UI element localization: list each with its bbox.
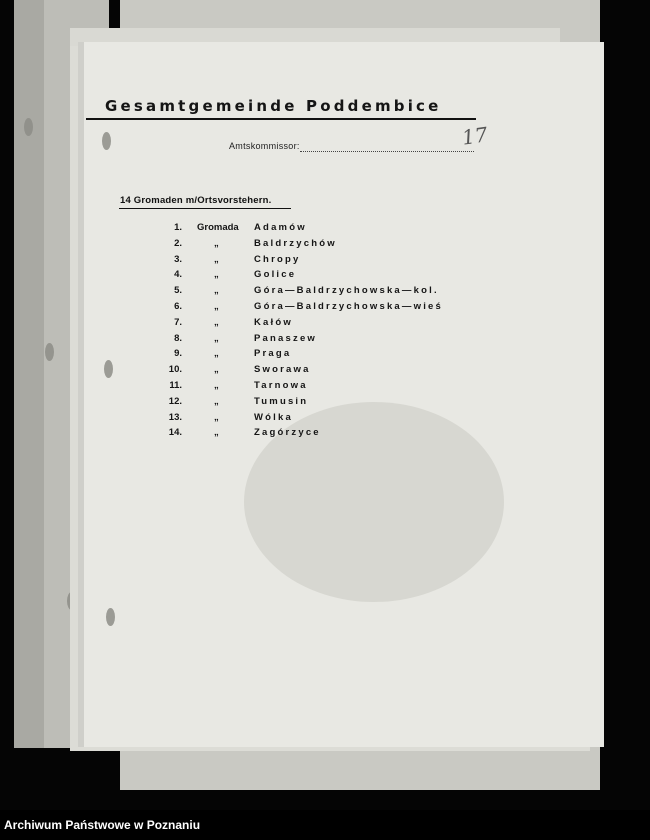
item-number: 12. — [168, 395, 182, 407]
ditto-mark: „ — [214, 300, 219, 312]
list-item — [84, 333, 504, 349]
ditto-mark: „ — [214, 411, 219, 423]
item-number: 2. — [174, 237, 182, 249]
item-number: 7. — [174, 316, 182, 328]
ditto-mark: „ — [214, 348, 219, 360]
item-number: 5. — [174, 285, 182, 297]
item-number: 13. — [168, 411, 182, 423]
item-name: Kałów — [254, 316, 293, 328]
amtskommissor-signature-line — [300, 151, 474, 152]
ditto-mark: „ — [214, 427, 219, 439]
item-number: 1. — [174, 222, 182, 233]
item-number: 3. — [174, 253, 182, 265]
punch-hole — [67, 592, 76, 610]
ditto-mark: „ — [214, 395, 219, 407]
archive-caption-bar — [0, 810, 650, 840]
list-item — [84, 254, 504, 270]
item-name: Góra—Baldrzychowska—kol. — [254, 285, 439, 297]
item-name: Praga — [254, 348, 292, 360]
list-item — [84, 427, 504, 443]
title-underline — [86, 118, 476, 120]
list-item — [84, 285, 504, 301]
item-type: Gromada — [197, 222, 239, 233]
ditto-mark: „ — [214, 237, 219, 249]
item-name: Baldrzychów — [254, 237, 337, 249]
item-name: Golice — [254, 269, 297, 281]
ditto-mark: „ — [214, 379, 219, 391]
item-name: Wólka — [254, 411, 293, 423]
list-item — [84, 412, 504, 428]
item-name: Tumusin — [254, 395, 309, 407]
punch-hole — [45, 343, 54, 361]
punch-hole — [106, 608, 115, 626]
ditto-mark: „ — [214, 285, 219, 297]
item-number: 11. — [169, 379, 182, 391]
item-number: 4. — [174, 269, 182, 281]
section-heading-underline — [119, 208, 291, 209]
list-item — [84, 301, 504, 317]
archive-caption: Archiwum Państwowe w Poznaniu — [4, 818, 201, 832]
list-item — [84, 364, 504, 380]
section-heading: 14 Gromaden m/Ortsvorstehern. — [120, 195, 272, 206]
gromady-list — [84, 222, 504, 443]
item-number: 14. — [168, 427, 182, 439]
item-number: 8. — [174, 332, 182, 344]
ditto-mark: „ — [214, 269, 219, 281]
item-number: 6. — [174, 300, 182, 312]
ditto-mark: „ — [214, 332, 219, 344]
punch-hole — [24, 118, 33, 136]
item-name: Panaszew — [254, 332, 318, 344]
item-name: Chropy — [254, 253, 301, 265]
list-item — [84, 317, 504, 333]
ditto-mark: „ — [214, 316, 219, 328]
item-number: 10. — [168, 364, 182, 376]
document-title: Gesamtgemeinde Poddembice — [105, 97, 442, 115]
amtskommissor-label: Amtskommissor: — [229, 141, 300, 151]
list-item — [84, 396, 504, 412]
item-name: Sworawa — [254, 364, 311, 376]
handwritten-page-number: 17 — [460, 122, 489, 150]
item-name: Tarnowa — [254, 379, 308, 391]
folder-shadow — [14, 0, 44, 748]
item-name: Adamów — [254, 222, 307, 233]
item-number: 9. — [174, 348, 182, 360]
ditto-mark: „ — [214, 253, 219, 265]
list-item — [84, 348, 504, 364]
punch-hole — [102, 132, 111, 150]
item-name: Góra—Baldrzychowska—wieś — [254, 300, 444, 312]
list-item — [84, 380, 504, 396]
ditto-mark: „ — [214, 364, 219, 376]
list-item — [84, 269, 504, 285]
list-item — [84, 238, 504, 254]
list-item — [84, 222, 504, 238]
item-name: Zagórzyce — [254, 427, 321, 439]
